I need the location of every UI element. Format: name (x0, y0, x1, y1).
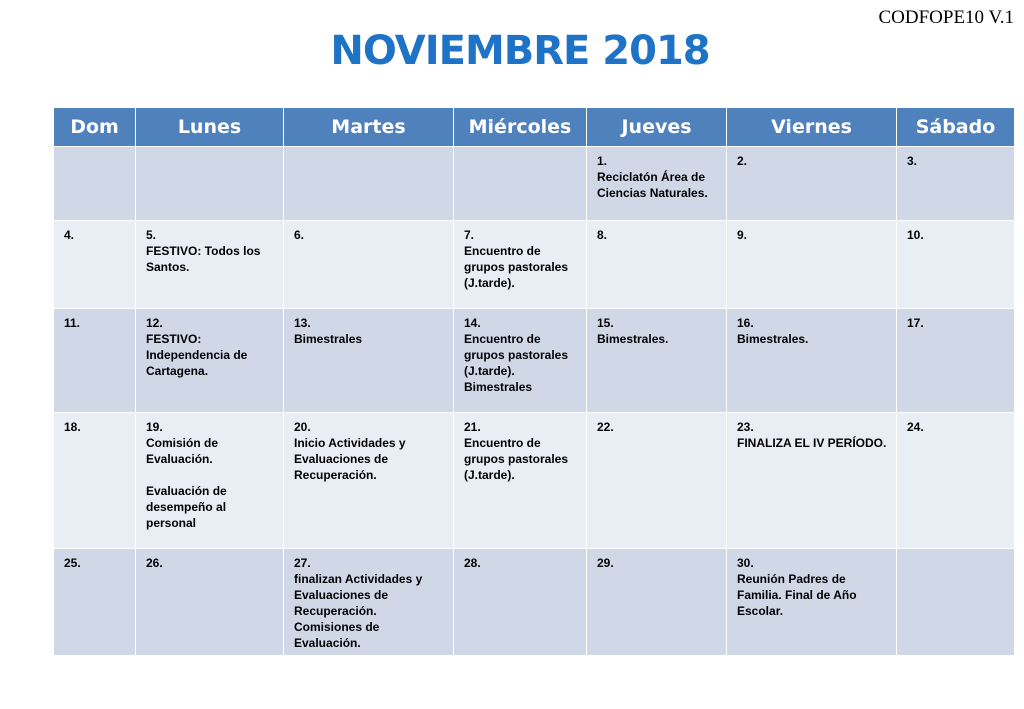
day-cell-text: 12. FESTIVO: Independencia de Cartagena. (146, 316, 248, 378)
day-cell-text: 24. (907, 420, 924, 434)
day-cell (136, 413, 284, 549)
day-cell (54, 147, 136, 221)
day-cell-text: 1. Reciclatón Área de Ciencias Naturales. (597, 154, 708, 200)
day-cell-text: 15. Bimestrales. (597, 316, 669, 346)
day-cell (897, 147, 1015, 221)
day-cell (727, 309, 897, 413)
week-row (54, 147, 1015, 221)
day-cell (454, 549, 587, 656)
day-cell-text: 2. (737, 154, 748, 168)
day-cell (284, 549, 454, 656)
day-cell (136, 309, 284, 413)
weekday-header-lunes: Lunes (136, 108, 284, 147)
day-cell-text: 29. (597, 556, 614, 570)
day-cell (897, 413, 1015, 549)
day-cell (54, 413, 136, 549)
week-row (54, 549, 1015, 656)
day-cell-text: 22. (597, 420, 614, 434)
day-cell-text: 14. Encuentro de grupos pastorales (J.tarde). Bimestrales (464, 316, 569, 394)
day-cell (136, 147, 284, 221)
week-row (54, 221, 1015, 309)
weekday-header-jueves: Jueves (587, 108, 727, 147)
day-cell (284, 221, 454, 309)
day-cell (897, 221, 1015, 309)
day-cell (284, 147, 454, 221)
day-cell (54, 549, 136, 656)
weekday-header-sabado: Sábado (897, 108, 1015, 147)
day-cell-text: 27. finalizan Actividades y Evaluaciones de Recuperación. Comisiones de Evaluación. (294, 556, 423, 650)
day-cell (284, 413, 454, 549)
day-cell-text: 17. (907, 316, 924, 330)
day-cell (727, 413, 897, 549)
document-code: CODFOPE10 V.1 (878, 7, 1014, 28)
day-cell-text: 10. (907, 228, 924, 242)
day-cell (587, 147, 727, 221)
day-cell (727, 549, 897, 656)
day-cell-text: 6. (294, 228, 305, 242)
day-cell (136, 221, 284, 309)
weekday-header-miercoles: Miércoles (454, 108, 587, 147)
day-cell (587, 413, 727, 549)
day-cell-text: 25. (64, 556, 81, 570)
day-cell (897, 549, 1015, 656)
day-cell (587, 549, 727, 656)
day-cell-text: 30. Reunión Padres de Familia. Final de Año Escolar. (737, 556, 857, 618)
day-cell-text: 7. Encuentro de grupos pastorales (J.tarde). (464, 228, 569, 290)
day-cell (284, 309, 454, 413)
week-row (54, 413, 1015, 549)
day-cell (897, 309, 1015, 413)
day-cell-text: 20. Inicio Actividades y Evaluaciones de Recuperación. (294, 420, 406, 482)
day-cell-text: 5. FESTIVO: Todos los Santos. (146, 228, 261, 274)
weekday-header-martes: Martes (284, 108, 454, 147)
weekday-header-viernes: Viernes (727, 108, 897, 147)
week-row (54, 309, 1015, 413)
day-cell-text: 23. FINALIZA EL IV PERÍODO. (737, 420, 887, 450)
day-cell (54, 221, 136, 309)
day-cell-text: 13. Bimestrales (294, 316, 363, 346)
day-cell-text: 21. Encuentro de grupos pastorales (J.tarde). (464, 420, 569, 482)
day-cell (587, 221, 727, 309)
day-cell-text: 19. Comisión de Evaluación. Evaluación de desempeño al personal (146, 420, 227, 530)
day-cell-text: 4. (64, 228, 75, 242)
day-cell (136, 549, 284, 656)
day-cell-text: 28. (464, 556, 481, 570)
day-cell (454, 413, 587, 549)
day-cell-text: 16. Bimestrales. (737, 316, 809, 346)
weekday-header-row (54, 108, 1015, 147)
day-cell-text: 9. (737, 228, 748, 242)
day-cell-text: 18. (64, 420, 81, 434)
day-cell (54, 309, 136, 413)
day-cell-text: 11. (64, 316, 81, 330)
day-cell (587, 309, 727, 413)
page-title: NOVIEMBRE 2018 (330, 28, 710, 74)
day-cell (454, 221, 587, 309)
day-cell-text: 26. (146, 556, 163, 570)
day-cell-text: 3. (907, 154, 918, 168)
day-cell-text: 8. (597, 228, 608, 242)
day-cell (454, 309, 587, 413)
day-cell (727, 147, 897, 221)
day-cell (727, 221, 897, 309)
weekday-header-dom: Dom (54, 108, 136, 147)
calendar-table (53, 107, 1015, 656)
day-cell (454, 147, 587, 221)
